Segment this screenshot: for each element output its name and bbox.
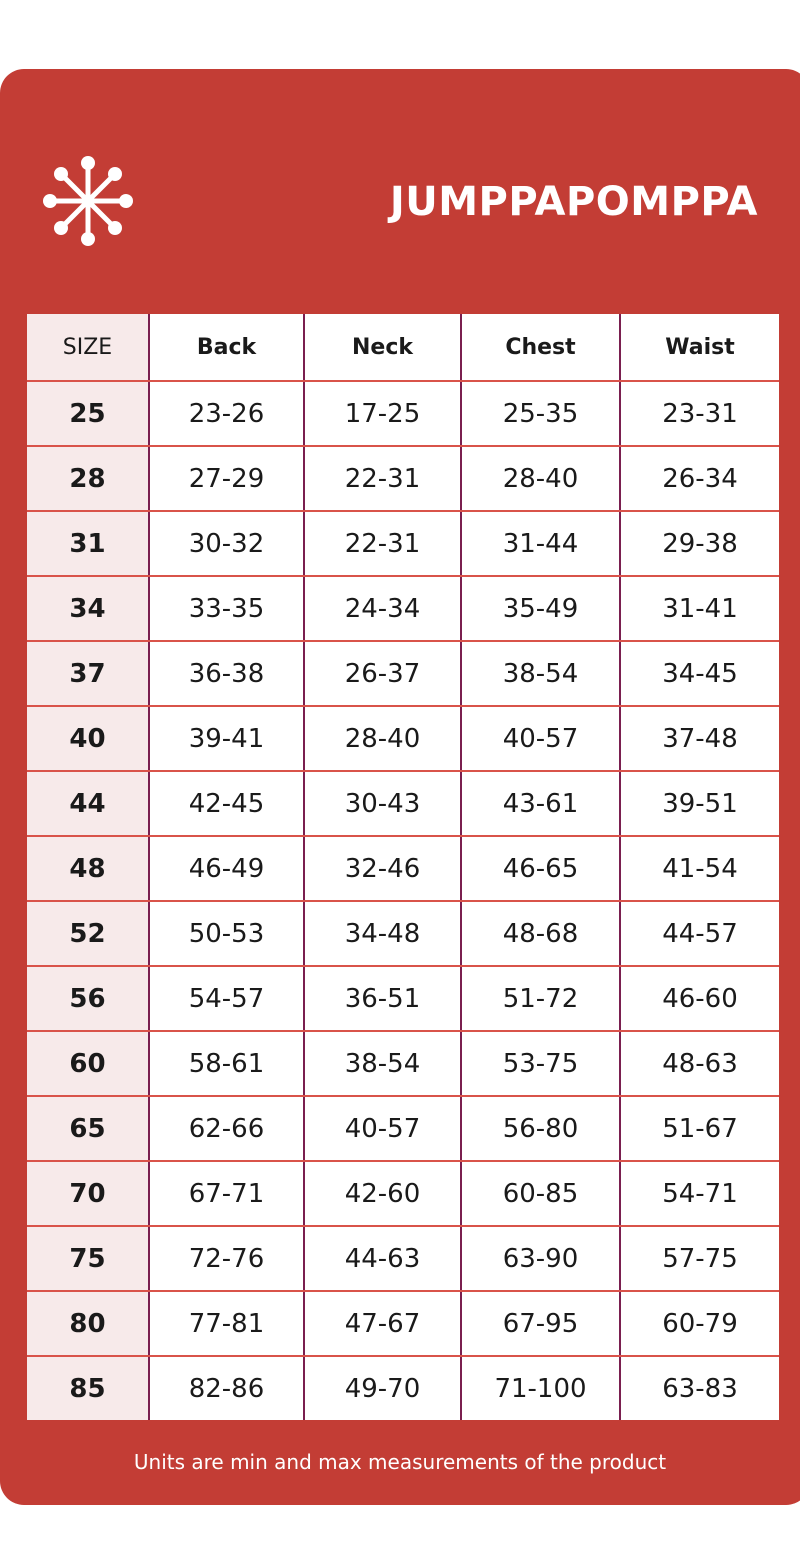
column-header-back: Back [149,314,304,381]
neck-cell: 40-57 [304,1096,461,1161]
table-row [27,576,779,641]
waist-cell: 46-60 [620,966,779,1031]
neck-cell: 32-46 [304,836,461,901]
chest-cell: 35-49 [461,576,620,641]
back-cell: 77-81 [149,1291,304,1356]
size-cell: 28 [27,446,149,511]
table-row [27,446,779,511]
size-cell: 85 [27,1356,149,1420]
table-row [27,966,779,1031]
chest-cell: 67-95 [461,1291,620,1356]
back-cell: 30-32 [149,511,304,576]
waist-cell: 34-45 [620,641,779,706]
waist-cell: 37-48 [620,706,779,771]
waist-cell: 48-63 [620,1031,779,1096]
snowflake-asterisk-icon [42,155,134,247]
size-cell: 34 [27,576,149,641]
waist-cell: 26-34 [620,446,779,511]
waist-cell: 44-57 [620,901,779,966]
size-table [27,314,779,1420]
back-cell: 23-26 [149,381,304,446]
neck-cell: 49-70 [304,1356,461,1420]
chest-cell: 40-57 [461,706,620,771]
column-header-chest: Chest [461,314,620,381]
size-cell: 60 [27,1031,149,1096]
table-row [27,1031,779,1096]
column-header-waist: Waist [620,314,779,381]
back-cell: 33-35 [149,576,304,641]
chest-cell: 46-65 [461,836,620,901]
chest-cell: 56-80 [461,1096,620,1161]
waist-cell: 51-67 [620,1096,779,1161]
chest-cell: 63-90 [461,1226,620,1291]
chest-cell: 43-61 [461,771,620,836]
neck-cell: 34-48 [304,901,461,966]
size-cell: 44 [27,771,149,836]
waist-cell: 41-54 [620,836,779,901]
chest-cell: 25-35 [461,381,620,446]
waist-cell: 31-41 [620,576,779,641]
column-header-size: SIZE [27,314,149,381]
table-row [27,836,779,901]
neck-cell: 17-25 [304,381,461,446]
table-row [27,1096,779,1161]
back-cell: 50-53 [149,901,304,966]
size-cell: 48 [27,836,149,901]
chest-cell: 38-54 [461,641,620,706]
size-cell: 40 [27,706,149,771]
size-cell: 31 [27,511,149,576]
neck-cell: 38-54 [304,1031,461,1096]
neck-cell: 22-31 [304,511,461,576]
size-cell: 70 [27,1161,149,1226]
chest-cell: 28-40 [461,446,620,511]
back-cell: 36-38 [149,641,304,706]
chest-cell: 60-85 [461,1161,620,1226]
neck-cell: 28-40 [304,706,461,771]
size-cell: 75 [27,1226,149,1291]
table-row [27,1161,779,1226]
back-cell: 58-61 [149,1031,304,1096]
chest-cell: 71-100 [461,1356,620,1420]
waist-cell: 39-51 [620,771,779,836]
back-cell: 39-41 [149,706,304,771]
chest-cell: 48-68 [461,901,620,966]
size-cell: 65 [27,1096,149,1161]
back-cell: 82-86 [149,1356,304,1420]
table-row [27,901,779,966]
waist-cell: 23-31 [620,381,779,446]
neck-cell: 44-63 [304,1226,461,1291]
column-header-neck: Neck [304,314,461,381]
back-cell: 67-71 [149,1161,304,1226]
table-row [27,706,779,771]
table-row [27,1291,779,1356]
back-cell: 42-45 [149,771,304,836]
neck-cell: 42-60 [304,1161,461,1226]
chest-cell: 31-44 [461,511,620,576]
waist-cell: 63-83 [620,1356,779,1420]
neck-cell: 24-34 [304,576,461,641]
back-cell: 27-29 [149,446,304,511]
waist-cell: 57-75 [620,1226,779,1291]
brand-name: JUMPPAPOMPPA [389,179,758,225]
size-cell: 52 [27,901,149,966]
header-row [27,314,779,381]
table-row [27,511,779,576]
neck-cell: 30-43 [304,771,461,836]
table-body [27,381,779,1420]
waist-cell: 29-38 [620,511,779,576]
neck-cell: 47-67 [304,1291,461,1356]
waist-cell: 54-71 [620,1161,779,1226]
back-cell: 54-57 [149,966,304,1031]
footnote: Units are min and max measurements of the product [133,1450,667,1474]
table-row [27,381,779,446]
size-cell: 25 [27,381,149,446]
table-row [27,1356,779,1420]
back-cell: 72-76 [149,1226,304,1291]
neck-cell: 36-51 [304,966,461,1031]
chest-cell: 51-72 [461,966,620,1031]
size-cell: 37 [27,641,149,706]
neck-cell: 22-31 [304,446,461,511]
back-cell: 46-49 [149,836,304,901]
size-cell: 80 [27,1291,149,1356]
table-row [27,771,779,836]
chest-cell: 53-75 [461,1031,620,1096]
table-row [27,1226,779,1291]
size-cell: 56 [27,966,149,1031]
back-cell: 62-66 [149,1096,304,1161]
waist-cell: 60-79 [620,1291,779,1356]
neck-cell: 26-37 [304,641,461,706]
table-row [27,641,779,706]
